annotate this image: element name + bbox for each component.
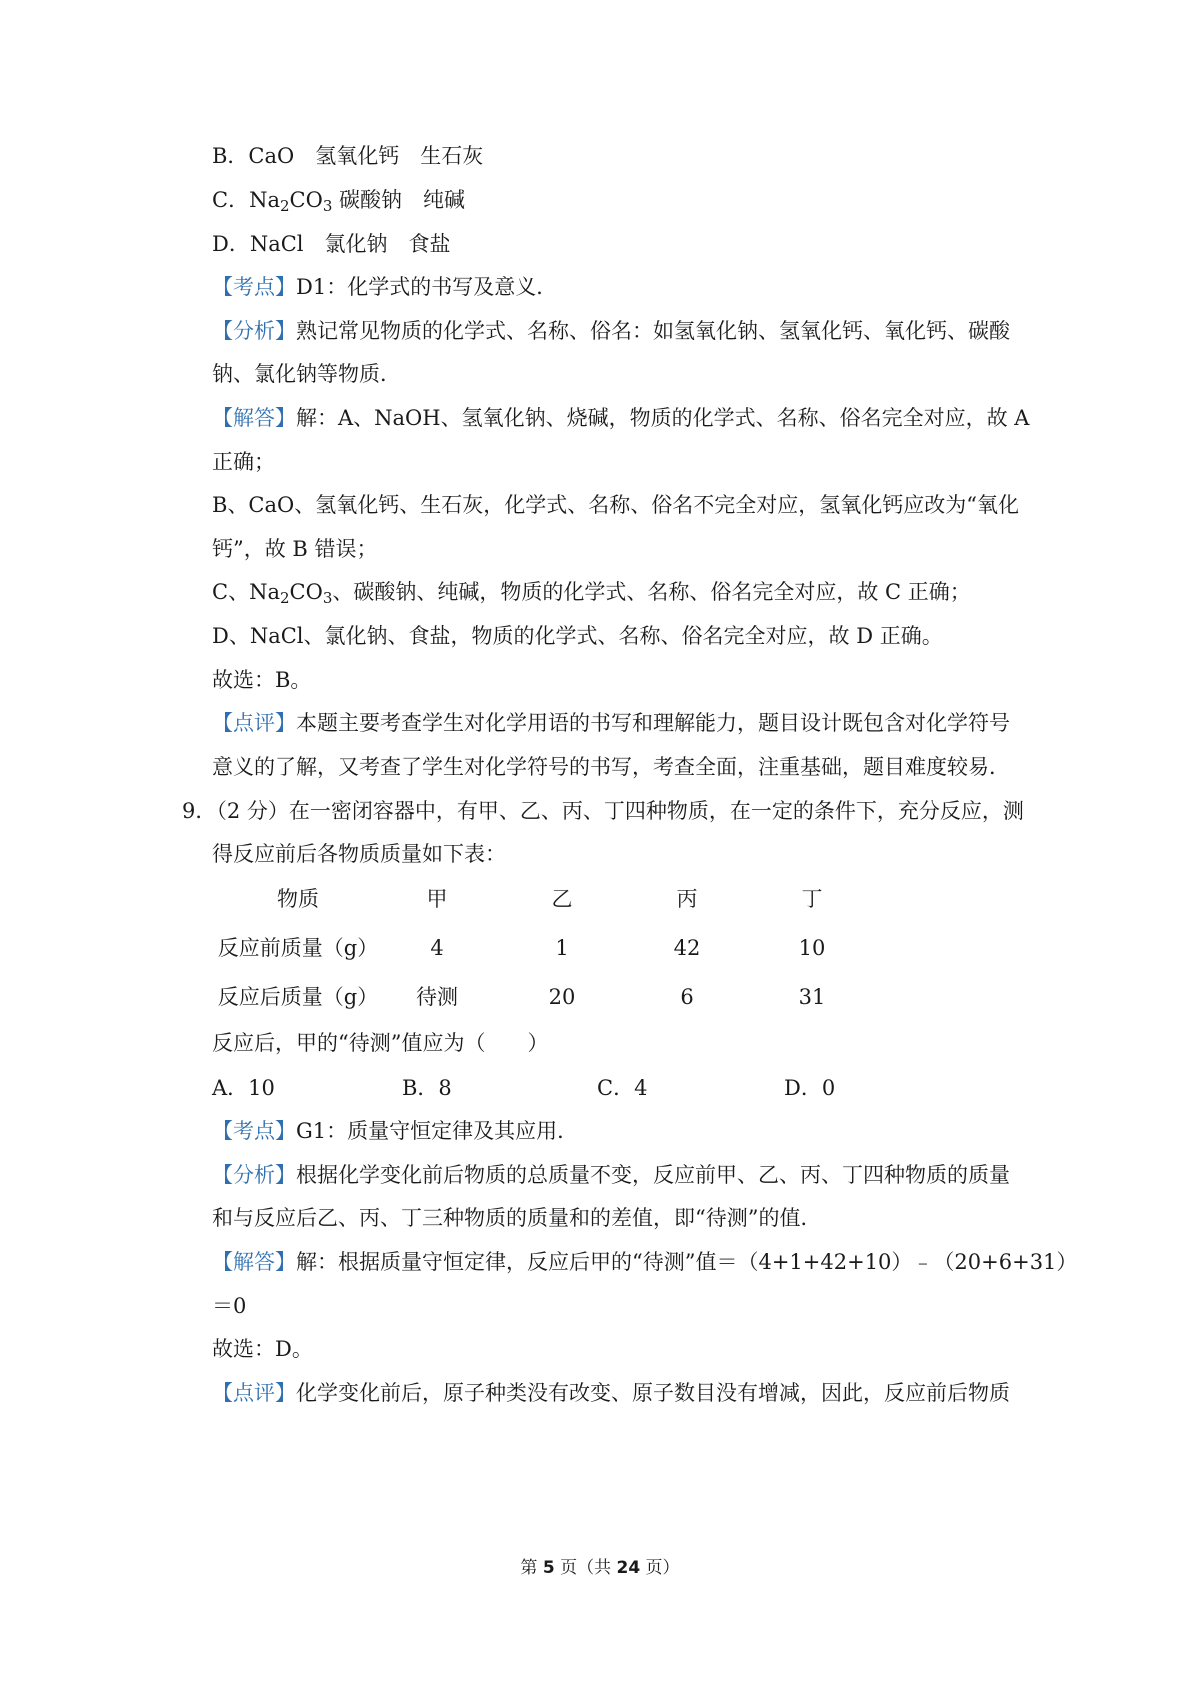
option-b: B．8 <box>402 1076 452 1100</box>
table-row <box>212 938 972 968</box>
table-cell: 42 <box>673 936 701 960</box>
table-row <box>212 987 972 1017</box>
page-footer: 第 5 页（共 24 页） <box>520 1558 680 1578</box>
table-cell: 6 <box>680 985 694 1009</box>
q8-answer: 故选：B。 <box>212 668 312 692</box>
q8-kaodian: 【考点】D1：化学式的书写及意义． <box>212 275 558 299</box>
table-cell: 反应前质量（g） <box>217 936 379 960</box>
q8-jieda-line4: 钙”，故 B 错误； <box>212 537 378 561</box>
option-d: D．NaCl 氯化钠 食盐 <box>212 232 451 256</box>
q8-jieda-line3: B、CaO、氢氧化钙、生石灰，化学式、名称、俗名不完全对应，氢氧化钙应改为“氧化 <box>212 493 1019 517</box>
table-header-cell: 甲 <box>426 887 448 911</box>
current-page: 5 <box>542 1558 555 1578</box>
table-cell: 31 <box>798 985 826 1009</box>
option-c: C．$Na_2CO_3$ 碳酸钠 纯碱 <box>212 188 466 215</box>
q9-options <box>212 1078 972 1108</box>
table-cell: 1 <box>555 936 569 960</box>
q9-answer: 故选：D。 <box>212 1337 313 1361</box>
q8-jieda-line5: C、$Na_2CO_3$、碳酸钠、纯碱，物质的化学式、名称、俗名完全对应，故 C 正确； <box>212 580 971 607</box>
table-cell: 10 <box>798 936 826 960</box>
table-cell: 4 <box>430 936 444 960</box>
option-d: D．0 <box>784 1076 836 1100</box>
q9-jieda-cont: ＝0 <box>212 1294 247 1318</box>
q8-fenxi: 【分析】熟记常见物质的化学式、名称、俗名：如氢氧化钠、氢氧化钙、氧化钙、碳酸 <box>212 319 1010 343</box>
q8-jieda-line2: 正确； <box>212 450 275 474</box>
q8-dianping-cont: 意义的了解，又考查了学生对化学符号的书写，考查全面，注重基础，题目难度较易． <box>212 755 1010 779</box>
table-cell: 反应后质量（g） <box>217 985 379 1009</box>
q9-fenxi-cont: 和与反应后乙、丙、丁三种物质的质量和的差值，即“待测”的值． <box>212 1206 822 1230</box>
total-pages: 24 <box>616 1558 641 1578</box>
q8-dianping: 【点评】本题主要考查学生对化学用语的书写和理解能力，题目设计既包含对化学符号 <box>212 711 1010 735</box>
option-a: A．10 <box>212 1076 275 1100</box>
table-header-cell: 丁 <box>801 887 823 911</box>
q9-question: 反应后，甲的“待测”值应为（ ） <box>212 1031 549 1055</box>
option-b: B．CaO 氢氧化钙 生石灰 <box>212 144 484 168</box>
table-header-cell: 丙 <box>676 887 698 911</box>
q9-fenxi: 【分析】根据化学变化前后物质的总质量不变，反应前甲、乙、丙、丁四种物质的质量 <box>212 1163 1010 1187</box>
q9-kaodian: 【考点】G1：质量守恒定律及其应用． <box>212 1119 579 1143</box>
table-header-row <box>212 889 972 919</box>
q8-jieda: 【解答】解：A、NaOH、氢氧化钠、烧碱，物质的化学式、名称、俗名完全对应，故 A <box>212 406 1030 430</box>
table-cell: 待测 <box>416 985 458 1009</box>
table-cell: 20 <box>548 985 576 1009</box>
q9-stem-cont: 得反应前后各物质质量如下表： <box>212 842 506 866</box>
q8-fenxi-cont: 钠、氯化钠等物质． <box>212 362 401 386</box>
question-number: 9． <box>182 799 217 823</box>
q9-dianping: 【点评】化学变化前后，原子种类没有改变、原子数目没有增减，因此，反应前后物质 <box>212 1381 1010 1405</box>
table-header-cell: 物质 <box>277 887 319 911</box>
q8-jieda-line6: D、NaCl、氯化钠、食盐，物质的化学式、名称、俗名完全对应，故 D 正确。 <box>212 624 943 648</box>
option-c: C．4 <box>597 1076 648 1100</box>
q9-jieda: 【解答】解：根据质量守恒定律，反应后甲的“待测”值＝（4+1+42+10）﹣（20+6+31） <box>212 1250 1078 1274</box>
table-header-cell: 乙 <box>551 887 573 911</box>
q9-stem: 9．（2 分）在一密闭容器中，有甲、乙、丙、丁四种物质，在一定的条件下，充分反应，测 <box>182 799 1024 823</box>
